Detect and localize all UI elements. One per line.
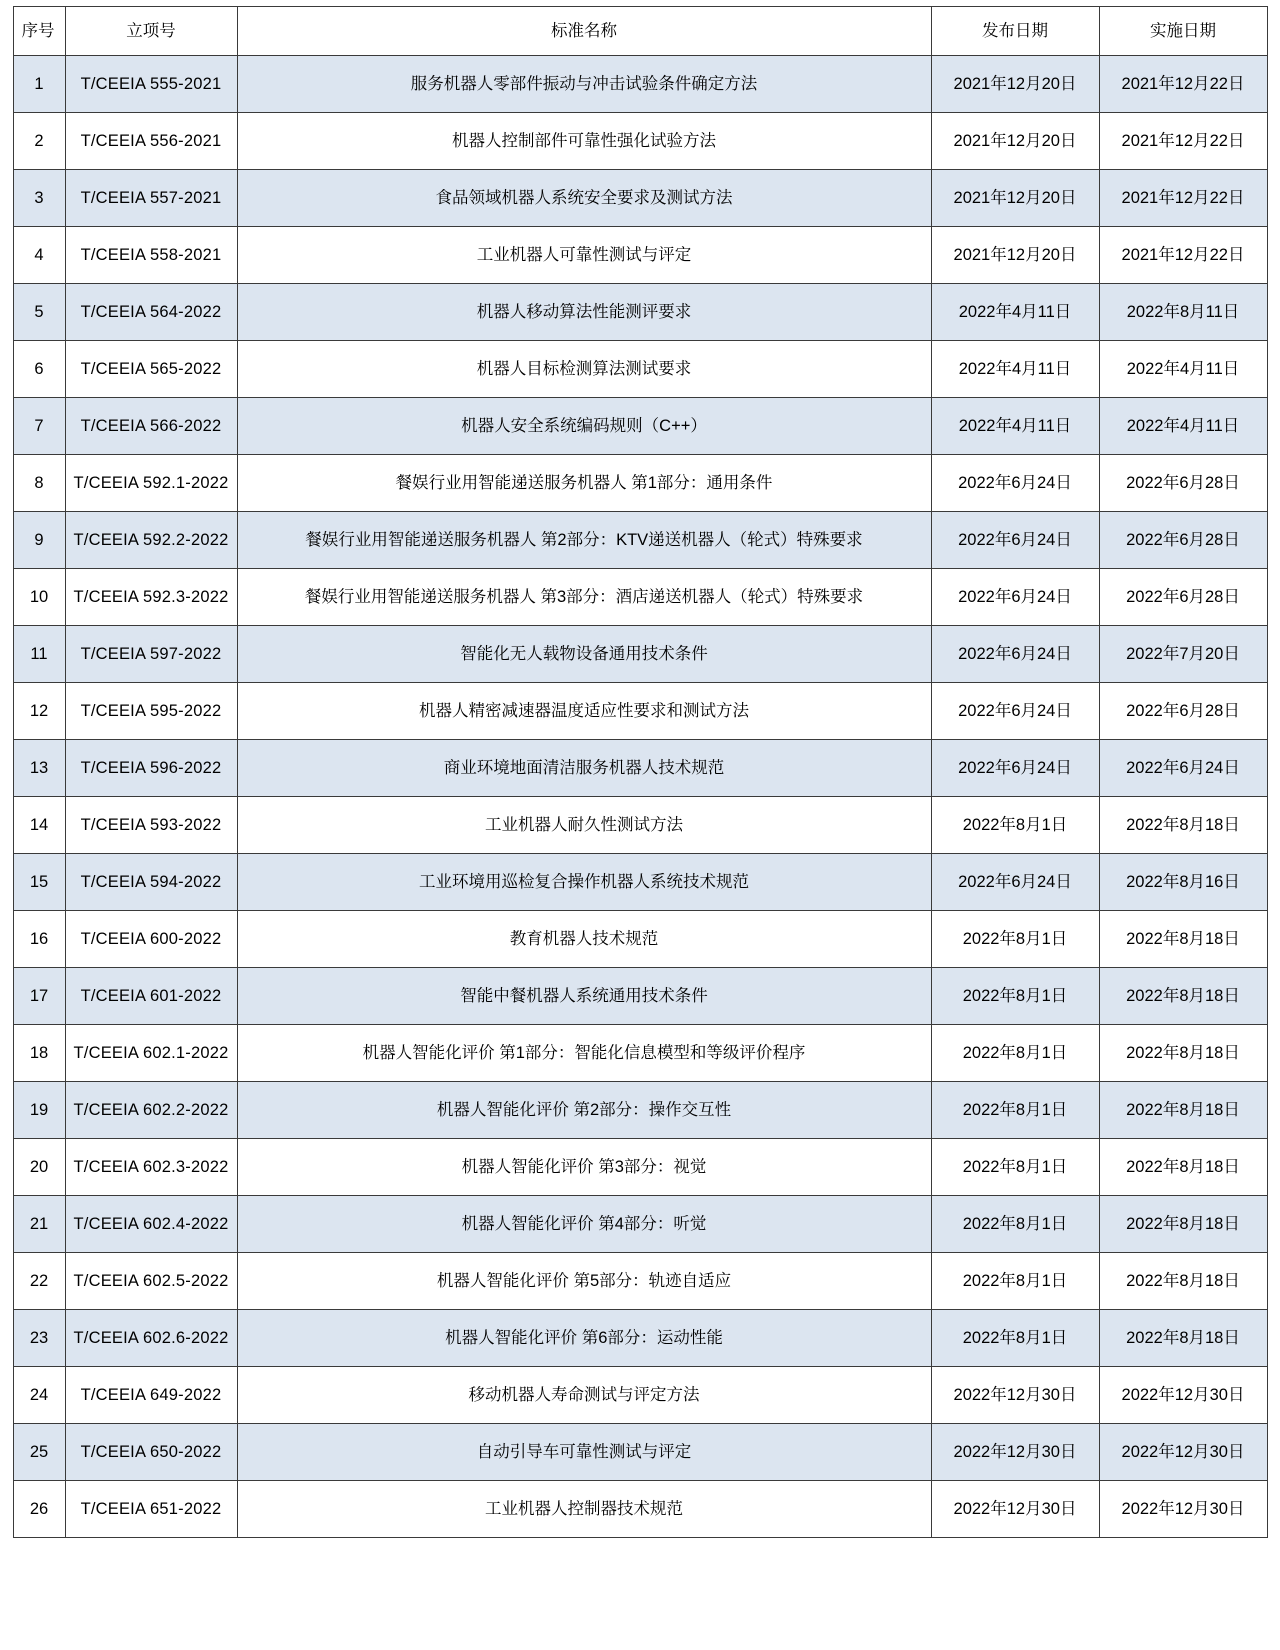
cell-publish-date: 2022年8月1日 bbox=[931, 1310, 1099, 1367]
cell-project-no: T/CEEIA 649-2022 bbox=[65, 1367, 237, 1424]
cell-publish-date: 2022年6月24日 bbox=[931, 854, 1099, 911]
table-row bbox=[13, 1481, 1267, 1538]
table-row bbox=[13, 569, 1267, 626]
cell-publish-date: 2022年12月30日 bbox=[931, 1424, 1099, 1481]
cell-index: 7 bbox=[13, 398, 65, 455]
cell-index: 22 bbox=[13, 1253, 65, 1310]
cell-project-no: T/CEEIA 592.3-2022 bbox=[65, 569, 237, 626]
table-row bbox=[13, 1025, 1267, 1082]
cell-project-no: T/CEEIA 595-2022 bbox=[65, 683, 237, 740]
cell-index: 6 bbox=[13, 341, 65, 398]
cell-project-no: T/CEEIA 566-2022 bbox=[65, 398, 237, 455]
cell-standard-name: 工业机器人耐久性测试方法 bbox=[237, 797, 931, 854]
table-body bbox=[13, 56, 1267, 1538]
cell-implement-date: 2022年12月30日 bbox=[1099, 1424, 1267, 1481]
cell-standard-name: 工业环境用巡检复合操作机器人系统技术规范 bbox=[237, 854, 931, 911]
cell-standard-name: 机器人智能化评价 第6部分：运动性能 bbox=[237, 1310, 931, 1367]
cell-publish-date: 2022年8月1日 bbox=[931, 968, 1099, 1025]
cell-index: 25 bbox=[13, 1424, 65, 1481]
cell-standard-name: 教育机器人技术规范 bbox=[237, 911, 931, 968]
cell-publish-date: 2022年6月24日 bbox=[931, 626, 1099, 683]
standards-table bbox=[13, 6, 1268, 1538]
cell-standard-name: 食品领域机器人系统安全要求及测试方法 bbox=[237, 170, 931, 227]
cell-index: 14 bbox=[13, 797, 65, 854]
cell-standard-name: 服务机器人零部件振动与冲击试验条件确定方法 bbox=[237, 56, 931, 113]
cell-standard-name: 餐娱行业用智能递送服务机器人 第3部分：酒店递送机器人（轮式）特殊要求 bbox=[237, 569, 931, 626]
table-row bbox=[13, 56, 1267, 113]
cell-standard-name: 机器人智能化评价 第5部分：轨迹自适应 bbox=[237, 1253, 931, 1310]
cell-project-no: T/CEEIA 558-2021 bbox=[65, 227, 237, 284]
cell-implement-date: 2021年12月22日 bbox=[1099, 170, 1267, 227]
cell-implement-date: 2022年12月30日 bbox=[1099, 1367, 1267, 1424]
table-row bbox=[13, 626, 1267, 683]
cell-publish-date: 2022年8月1日 bbox=[931, 797, 1099, 854]
table-row bbox=[13, 1082, 1267, 1139]
cell-implement-date: 2022年6月28日 bbox=[1099, 683, 1267, 740]
table-row bbox=[13, 1367, 1267, 1424]
cell-index: 21 bbox=[13, 1196, 65, 1253]
cell-standard-name: 机器人目标检测算法测试要求 bbox=[237, 341, 931, 398]
cell-index: 5 bbox=[13, 284, 65, 341]
cell-publish-date: 2022年8月1日 bbox=[931, 1253, 1099, 1310]
table-row bbox=[13, 398, 1267, 455]
cell-project-no: T/CEEIA 650-2022 bbox=[65, 1424, 237, 1481]
cell-implement-date: 2022年8月18日 bbox=[1099, 911, 1267, 968]
cell-publish-date: 2022年12月30日 bbox=[931, 1481, 1099, 1538]
cell-index: 12 bbox=[13, 683, 65, 740]
cell-publish-date: 2021年12月20日 bbox=[931, 113, 1099, 170]
cell-publish-date: 2022年12月30日 bbox=[931, 1367, 1099, 1424]
cell-publish-date: 2021年12月20日 bbox=[931, 227, 1099, 284]
cell-standard-name: 智能中餐机器人系统通用技术条件 bbox=[237, 968, 931, 1025]
cell-index: 1 bbox=[13, 56, 65, 113]
cell-index: 23 bbox=[13, 1310, 65, 1367]
table-row bbox=[13, 512, 1267, 569]
cell-implement-date: 2022年6月28日 bbox=[1099, 512, 1267, 569]
table-header-row bbox=[13, 7, 1267, 56]
cell-implement-date: 2022年6月28日 bbox=[1099, 455, 1267, 512]
cell-project-no: T/CEEIA 602.1-2022 bbox=[65, 1025, 237, 1082]
cell-implement-date: 2022年7月20日 bbox=[1099, 626, 1267, 683]
cell-implement-date: 2022年8月18日 bbox=[1099, 1196, 1267, 1253]
cell-project-no: T/CEEIA 602.4-2022 bbox=[65, 1196, 237, 1253]
column-header-index: 序号 bbox=[13, 7, 65, 56]
cell-project-no: T/CEEIA 602.6-2022 bbox=[65, 1310, 237, 1367]
cell-publish-date: 2022年8月1日 bbox=[931, 1196, 1099, 1253]
table-header bbox=[13, 7, 1267, 56]
cell-index: 11 bbox=[13, 626, 65, 683]
cell-implement-date: 2022年4月11日 bbox=[1099, 398, 1267, 455]
table-row bbox=[13, 170, 1267, 227]
cell-implement-date: 2021年12月22日 bbox=[1099, 113, 1267, 170]
cell-project-no: T/CEEIA 556-2021 bbox=[65, 113, 237, 170]
table-row bbox=[13, 1139, 1267, 1196]
cell-standard-name: 机器人智能化评价 第4部分：听觉 bbox=[237, 1196, 931, 1253]
cell-publish-date: 2021年12月20日 bbox=[931, 170, 1099, 227]
cell-implement-date: 2022年8月18日 bbox=[1099, 1139, 1267, 1196]
cell-implement-date: 2022年8月16日 bbox=[1099, 854, 1267, 911]
column-header-standard-name: 标准名称 bbox=[237, 7, 931, 56]
cell-standard-name: 餐娱行业用智能递送服务机器人 第1部分：通用条件 bbox=[237, 455, 931, 512]
cell-index: 13 bbox=[13, 740, 65, 797]
table-row bbox=[13, 797, 1267, 854]
cell-implement-date: 2022年4月11日 bbox=[1099, 341, 1267, 398]
cell-project-no: T/CEEIA 597-2022 bbox=[65, 626, 237, 683]
cell-project-no: T/CEEIA 592.2-2022 bbox=[65, 512, 237, 569]
cell-index: 2 bbox=[13, 113, 65, 170]
cell-project-no: T/CEEIA 557-2021 bbox=[65, 170, 237, 227]
cell-publish-date: 2022年6月24日 bbox=[931, 683, 1099, 740]
cell-index: 19 bbox=[13, 1082, 65, 1139]
cell-implement-date: 2022年6月28日 bbox=[1099, 569, 1267, 626]
cell-standard-name: 智能化无人载物设备通用技术条件 bbox=[237, 626, 931, 683]
cell-index: 10 bbox=[13, 569, 65, 626]
table-row bbox=[13, 341, 1267, 398]
table-row bbox=[13, 854, 1267, 911]
cell-implement-date: 2022年8月11日 bbox=[1099, 284, 1267, 341]
table-row bbox=[13, 113, 1267, 170]
cell-index: 9 bbox=[13, 512, 65, 569]
cell-index: 17 bbox=[13, 968, 65, 1025]
table-row bbox=[13, 455, 1267, 512]
cell-standard-name: 机器人智能化评价 第1部分：智能化信息模型和等级评价程序 bbox=[237, 1025, 931, 1082]
cell-index: 18 bbox=[13, 1025, 65, 1082]
cell-publish-date: 2022年8月1日 bbox=[931, 911, 1099, 968]
cell-publish-date: 2022年6月24日 bbox=[931, 512, 1099, 569]
table-row bbox=[13, 1310, 1267, 1367]
table-row bbox=[13, 740, 1267, 797]
cell-project-no: T/CEEIA 601-2022 bbox=[65, 968, 237, 1025]
column-header-implement-date: 实施日期 bbox=[1099, 7, 1267, 56]
cell-implement-date: 2021年12月22日 bbox=[1099, 56, 1267, 113]
cell-standard-name: 机器人控制部件可靠性强化试验方法 bbox=[237, 113, 931, 170]
table-row bbox=[13, 1424, 1267, 1481]
cell-standard-name: 机器人智能化评价 第2部分：操作交互性 bbox=[237, 1082, 931, 1139]
cell-standard-name: 工业机器人控制器技术规范 bbox=[237, 1481, 931, 1538]
cell-standard-name: 工业机器人可靠性测试与评定 bbox=[237, 227, 931, 284]
cell-implement-date: 2022年12月30日 bbox=[1099, 1481, 1267, 1538]
cell-standard-name: 机器人安全系统编码规则（C++） bbox=[237, 398, 931, 455]
cell-implement-date: 2022年8月18日 bbox=[1099, 968, 1267, 1025]
cell-publish-date: 2022年4月11日 bbox=[931, 284, 1099, 341]
table-row bbox=[13, 1196, 1267, 1253]
cell-implement-date: 2022年8月18日 bbox=[1099, 1025, 1267, 1082]
column-header-project-no: 立项号 bbox=[65, 7, 237, 56]
cell-implement-date: 2022年8月18日 bbox=[1099, 1253, 1267, 1310]
cell-index: 4 bbox=[13, 227, 65, 284]
cell-publish-date: 2022年8月1日 bbox=[931, 1082, 1099, 1139]
cell-standard-name: 自动引导车可靠性测试与评定 bbox=[237, 1424, 931, 1481]
cell-project-no: T/CEEIA 594-2022 bbox=[65, 854, 237, 911]
table-row bbox=[13, 227, 1267, 284]
cell-project-no: T/CEEIA 565-2022 bbox=[65, 341, 237, 398]
cell-standard-name: 商业环境地面清洁服务机器人技术规范 bbox=[237, 740, 931, 797]
table-row bbox=[13, 911, 1267, 968]
cell-index: 8 bbox=[13, 455, 65, 512]
cell-implement-date: 2022年8月18日 bbox=[1099, 1310, 1267, 1367]
cell-standard-name: 移动机器人寿命测试与评定方法 bbox=[237, 1367, 931, 1424]
cell-publish-date: 2022年6月24日 bbox=[931, 740, 1099, 797]
table-row bbox=[13, 1253, 1267, 1310]
table-row bbox=[13, 968, 1267, 1025]
cell-implement-date: 2022年8月18日 bbox=[1099, 797, 1267, 854]
table-row bbox=[13, 284, 1267, 341]
cell-project-no: T/CEEIA 602.5-2022 bbox=[65, 1253, 237, 1310]
column-header-publish-date: 发布日期 bbox=[931, 7, 1099, 56]
cell-publish-date: 2022年8月1日 bbox=[931, 1025, 1099, 1082]
cell-implement-date: 2022年8月18日 bbox=[1099, 1082, 1267, 1139]
cell-index: 24 bbox=[13, 1367, 65, 1424]
cell-standard-name: 餐娱行业用智能递送服务机器人 第2部分：KTV递送机器人（轮式）特殊要求 bbox=[237, 512, 931, 569]
cell-project-no: T/CEEIA 602.2-2022 bbox=[65, 1082, 237, 1139]
cell-index: 26 bbox=[13, 1481, 65, 1538]
cell-project-no: T/CEEIA 593-2022 bbox=[65, 797, 237, 854]
cell-implement-date: 2021年12月22日 bbox=[1099, 227, 1267, 284]
table-row bbox=[13, 683, 1267, 740]
cell-project-no: T/CEEIA 600-2022 bbox=[65, 911, 237, 968]
cell-publish-date: 2021年12月20日 bbox=[931, 56, 1099, 113]
cell-publish-date: 2022年6月24日 bbox=[931, 569, 1099, 626]
cell-implement-date: 2022年6月24日 bbox=[1099, 740, 1267, 797]
cell-publish-date: 2022年4月11日 bbox=[931, 398, 1099, 455]
cell-standard-name: 机器人移动算法性能测评要求 bbox=[237, 284, 931, 341]
cell-index: 3 bbox=[13, 170, 65, 227]
cell-project-no: T/CEEIA 651-2022 bbox=[65, 1481, 237, 1538]
cell-standard-name: 机器人精密减速器温度适应性要求和测试方法 bbox=[237, 683, 931, 740]
cell-index: 16 bbox=[13, 911, 65, 968]
cell-project-no: T/CEEIA 564-2022 bbox=[65, 284, 237, 341]
cell-project-no: T/CEEIA 592.1-2022 bbox=[65, 455, 237, 512]
cell-project-no: T/CEEIA 596-2022 bbox=[65, 740, 237, 797]
cell-index: 15 bbox=[13, 854, 65, 911]
cell-publish-date: 2022年8月1日 bbox=[931, 1139, 1099, 1196]
cell-publish-date: 2022年4月11日 bbox=[931, 341, 1099, 398]
cell-project-no: T/CEEIA 602.3-2022 bbox=[65, 1139, 237, 1196]
cell-standard-name: 机器人智能化评价 第3部分：视觉 bbox=[237, 1139, 931, 1196]
cell-publish-date: 2022年6月24日 bbox=[931, 455, 1099, 512]
cell-project-no: T/CEEIA 555-2021 bbox=[65, 56, 237, 113]
cell-index: 20 bbox=[13, 1139, 65, 1196]
